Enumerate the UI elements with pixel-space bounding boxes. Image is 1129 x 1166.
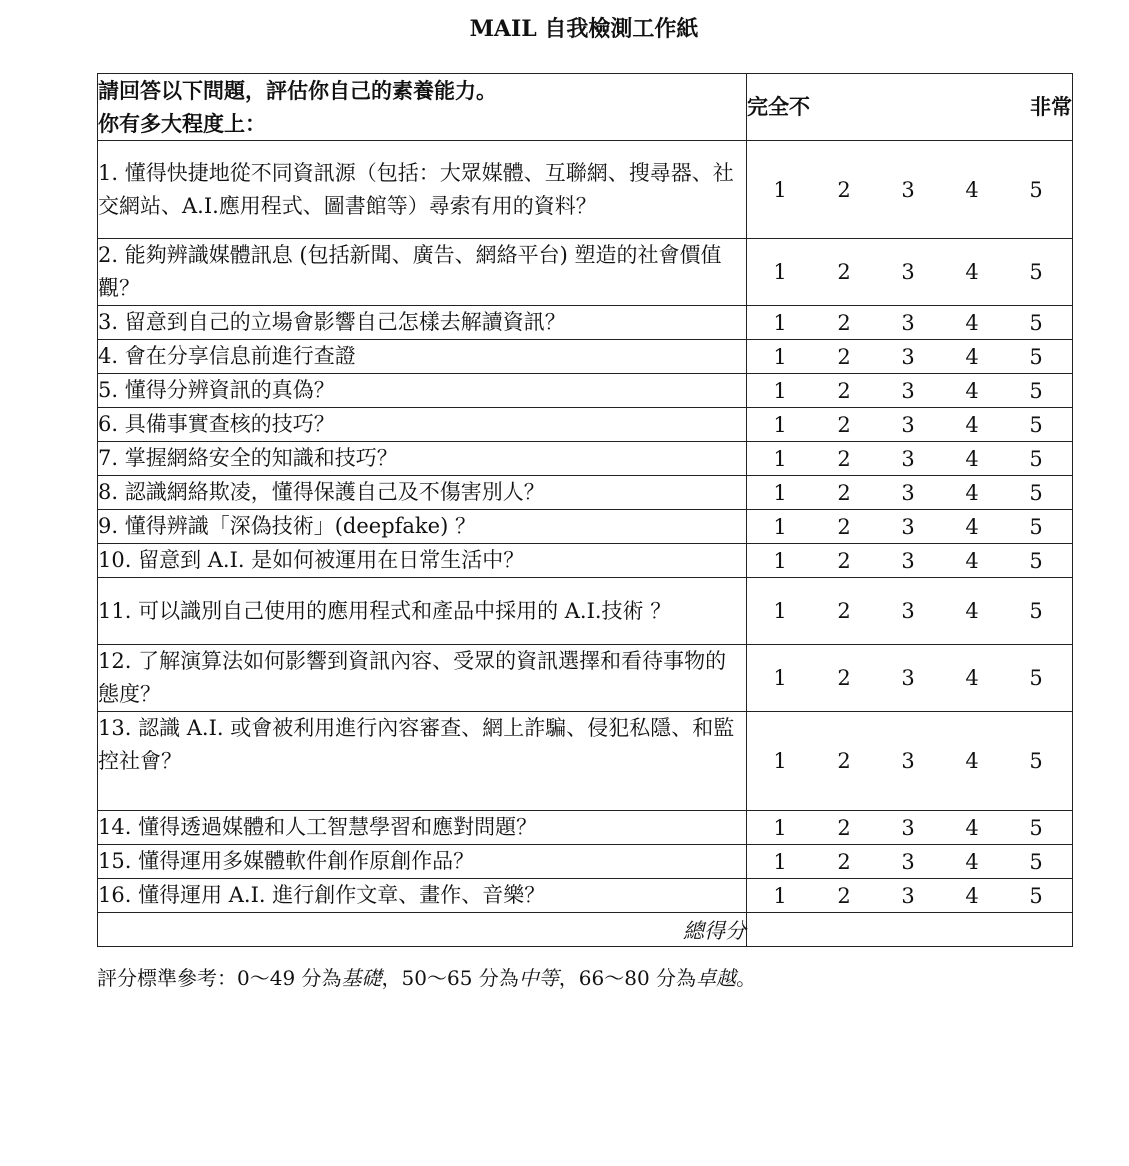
question-row xyxy=(98,442,1073,476)
rating-option-4[interactable]: 4 xyxy=(965,260,979,284)
rating-option-1[interactable]: 1 xyxy=(773,666,787,690)
rating-scale xyxy=(747,141,1073,239)
rating-option-4[interactable]: 4 xyxy=(965,177,979,202)
rating-option-5[interactable]: 5 xyxy=(1029,749,1043,773)
rating-option-5[interactable]: 5 xyxy=(1029,378,1043,403)
question-text: 10. 留意到 A.I. 是如何被運用在日常生活中？ xyxy=(98,544,747,578)
header-row xyxy=(98,74,1073,141)
question-row xyxy=(98,645,1073,712)
page-title: MAIL 自我檢測工作紙 xyxy=(469,16,699,42)
question-text: 3. 留意到自己的立場會影響自己怎樣去解讀資訊？ xyxy=(98,306,747,340)
rating-option-5[interactable]: 5 xyxy=(1029,548,1043,573)
rating-option-3[interactable]: 3 xyxy=(901,599,915,623)
rating-option-2[interactable]: 2 xyxy=(837,883,851,908)
question-row xyxy=(98,340,1073,374)
question-text: 9. 懂得辨識「深偽技術」(deepfake) ？ xyxy=(98,510,747,544)
rating-scale xyxy=(747,845,1073,879)
rating-option-4[interactable]: 4 xyxy=(965,412,979,437)
rating-option-4[interactable]: 4 xyxy=(965,815,979,840)
scoring-note-mid1: ，50～65 分為 xyxy=(381,966,519,990)
level-intermediate: 中等 xyxy=(518,966,559,990)
rating-option-2[interactable]: 2 xyxy=(837,548,851,573)
question-row xyxy=(98,811,1073,845)
rating-option-3[interactable]: 3 xyxy=(901,666,915,690)
rating-scale xyxy=(747,408,1073,442)
rating-option-4[interactable]: 4 xyxy=(965,514,979,539)
question-row xyxy=(98,306,1073,340)
rating-option-5[interactable]: 5 xyxy=(1029,310,1043,335)
rating-option-3[interactable]: 3 xyxy=(901,514,915,539)
rating-option-1[interactable]: 1 xyxy=(773,548,787,573)
rating-option-4[interactable]: 4 xyxy=(965,446,979,471)
rating-scale xyxy=(747,544,1073,578)
rating-option-1[interactable]: 1 xyxy=(773,815,787,840)
question-row xyxy=(98,845,1073,879)
rating-option-2[interactable]: 2 xyxy=(837,260,851,284)
rating-option-3[interactable]: 3 xyxy=(901,412,915,437)
rating-option-1[interactable]: 1 xyxy=(773,514,787,539)
level-basic: 基礎 xyxy=(341,966,382,990)
rating-option-1[interactable]: 1 xyxy=(773,849,787,874)
total-label: 總得分 xyxy=(98,913,747,947)
rating-option-4[interactable]: 4 xyxy=(965,849,979,874)
question-text: 13. 認識 A.I. 或會被利用進行內容審查、網上詐騙、侵犯私隱、和監控社會？ xyxy=(98,712,747,811)
rating-option-4[interactable]: 4 xyxy=(965,548,979,573)
scale-low-label: 完全不 xyxy=(747,94,810,119)
question-text: 4. 會在分享信息前進行查證 xyxy=(98,340,747,374)
rating-scale xyxy=(747,645,1073,712)
rating-option-2[interactable]: 2 xyxy=(837,446,851,471)
rating-option-5[interactable]: 5 xyxy=(1029,883,1043,908)
question-row xyxy=(98,544,1073,578)
rating-option-4[interactable]: 4 xyxy=(965,310,979,335)
rating-scale xyxy=(747,811,1073,845)
rating-option-2[interactable]: 2 xyxy=(837,599,851,623)
rating-option-2[interactable]: 2 xyxy=(837,310,851,335)
rating-option-2[interactable]: 2 xyxy=(837,514,851,539)
rating-option-3[interactable]: 3 xyxy=(901,177,915,202)
rating-option-1[interactable]: 1 xyxy=(773,446,787,471)
question-text: 5. 懂得分辨資訊的真偽？ xyxy=(98,374,747,408)
rating-option-3[interactable]: 3 xyxy=(901,849,915,874)
rating-option-4[interactable]: 4 xyxy=(965,378,979,403)
rating-option-2[interactable]: 2 xyxy=(837,412,851,437)
rating-option-4[interactable]: 4 xyxy=(965,480,979,505)
rating-option-5[interactable]: 5 xyxy=(1029,666,1043,690)
rating-option-4[interactable]: 4 xyxy=(965,883,979,908)
rating-option-5[interactable]: 5 xyxy=(1029,177,1043,202)
rating-option-5[interactable]: 5 xyxy=(1029,344,1043,369)
rating-option-2[interactable]: 2 xyxy=(837,815,851,840)
question-text: 1. 懂得快捷地從不同資訊源（包括：大眾媒體、互聯網、搜尋器、社交網站、A.I.應用程式、圖書館等）尋索有用的資料？ xyxy=(98,141,747,239)
scoring-note-prefix: 評分標準參考：0～49 分為 xyxy=(97,966,342,990)
rating-scale xyxy=(747,442,1073,476)
rating-option-2[interactable]: 2 xyxy=(837,849,851,874)
rating-option-2[interactable]: 2 xyxy=(837,480,851,505)
self-assessment-table xyxy=(97,73,1073,947)
level-excellent: 卓越 xyxy=(696,966,737,990)
rating-option-3[interactable]: 3 xyxy=(901,310,915,335)
rating-scale xyxy=(747,340,1073,374)
rating-option-3[interactable]: 3 xyxy=(901,378,915,403)
total-score-field[interactable] xyxy=(747,913,1073,947)
rating-scale xyxy=(747,374,1073,408)
question-row xyxy=(98,476,1073,510)
rating-option-1[interactable]: 1 xyxy=(773,883,787,908)
rating-option-5[interactable]: 5 xyxy=(1029,599,1043,623)
rating-option-4[interactable]: 4 xyxy=(965,666,979,690)
question-text: 8. 認識網絡欺凌，懂得保護自己及不傷害別人？ xyxy=(98,476,747,510)
question-row xyxy=(98,141,1073,239)
rating-option-3[interactable]: 3 xyxy=(901,749,915,773)
rating-scale xyxy=(747,510,1073,544)
question-text: 15. 懂得運用多媒體軟件創作原創作品？ xyxy=(98,845,747,879)
rating-option-4[interactable]: 4 xyxy=(965,599,979,623)
rating-option-5[interactable]: 5 xyxy=(1029,480,1043,505)
rating-option-1[interactable]: 1 xyxy=(773,749,787,773)
question-row xyxy=(98,239,1073,306)
scoring-note-suffix: 。 xyxy=(736,966,757,990)
rating-option-2[interactable]: 2 xyxy=(837,177,851,202)
rating-scale xyxy=(747,476,1073,510)
scoring-note xyxy=(97,962,756,991)
instruction-cell xyxy=(98,74,747,141)
question-text: 7. 掌握網絡安全的知識和技巧？ xyxy=(98,442,747,476)
rating-option-1[interactable]: 1 xyxy=(773,378,787,403)
rating-option-2[interactable]: 2 xyxy=(837,378,851,403)
rating-option-5[interactable]: 5 xyxy=(1029,514,1043,539)
rating-option-3[interactable]: 3 xyxy=(901,480,915,505)
rating-option-1[interactable]: 1 xyxy=(773,177,787,202)
question-row xyxy=(98,408,1073,442)
question-text: 11. 可以識別自己使用的應用程式和產品中採用的 A.I.技術 ？ xyxy=(98,578,747,645)
question-text: 12. 了解演算法如何影響到資訊內容、受眾的資訊選擇和看待事物的態度？ xyxy=(98,645,747,712)
rating-option-1[interactable]: 1 xyxy=(773,412,787,437)
rating-option-3[interactable]: 3 xyxy=(901,883,915,908)
instruction-line-1: 請回答以下問題，評估你自己的素養能力。 xyxy=(98,78,497,103)
rating-option-2[interactable]: 2 xyxy=(837,749,851,773)
question-row xyxy=(98,578,1073,645)
scale-header-cell xyxy=(747,74,1073,141)
scoring-note-mid2: ，66～80 分為 xyxy=(558,966,697,990)
rating-option-3[interactable]: 3 xyxy=(901,446,915,471)
rating-option-2[interactable]: 2 xyxy=(837,666,851,690)
rating-option-5[interactable]: 5 xyxy=(1029,260,1043,284)
rating-option-3[interactable]: 3 xyxy=(901,548,915,573)
total-row xyxy=(98,913,1073,947)
rating-scale xyxy=(747,239,1073,306)
question-row xyxy=(98,374,1073,408)
question-row xyxy=(98,879,1073,913)
scale-high-label: 非常 xyxy=(1030,94,1072,119)
rating-option-4[interactable]: 4 xyxy=(965,344,979,369)
rating-option-1[interactable]: 1 xyxy=(773,310,787,335)
rating-option-2[interactable]: 2 xyxy=(837,344,851,369)
question-text: 2. 能夠辨識媒體訊息 (包括新聞、廣告、網絡平台) 塑造的社會價值觀？ xyxy=(98,239,747,306)
rating-option-1[interactable]: 1 xyxy=(773,599,787,623)
rating-scale xyxy=(747,712,1073,811)
question-row xyxy=(98,510,1073,544)
rating-option-5[interactable]: 5 xyxy=(1029,815,1043,840)
rating-scale xyxy=(747,306,1073,340)
question-text: 16. 懂得運用 A.I. 進行創作文章、畫作、音樂？ xyxy=(98,879,747,913)
rating-scale xyxy=(747,879,1073,913)
rating-option-3[interactable]: 3 xyxy=(901,344,915,369)
rating-option-3[interactable]: 3 xyxy=(901,260,915,284)
rating-option-1[interactable]: 1 xyxy=(773,260,787,284)
instruction-line-2: 你有多大程度上： xyxy=(98,111,266,136)
rating-option-5[interactable]: 5 xyxy=(1029,412,1043,437)
question-row xyxy=(98,712,1073,811)
rating-option-5[interactable]: 5 xyxy=(1029,446,1043,471)
rating-option-1[interactable]: 1 xyxy=(773,344,787,369)
rating-option-4[interactable]: 4 xyxy=(965,749,979,773)
rating-option-1[interactable]: 1 xyxy=(773,480,787,505)
rating-option-5[interactable]: 5 xyxy=(1029,849,1043,874)
rating-scale xyxy=(747,578,1073,645)
question-text: 14. 懂得透過媒體和人工智慧學習和應對問題？ xyxy=(98,811,747,845)
question-text: 6. 具備事實查核的技巧？ xyxy=(98,408,747,442)
rating-option-3[interactable]: 3 xyxy=(901,815,915,840)
